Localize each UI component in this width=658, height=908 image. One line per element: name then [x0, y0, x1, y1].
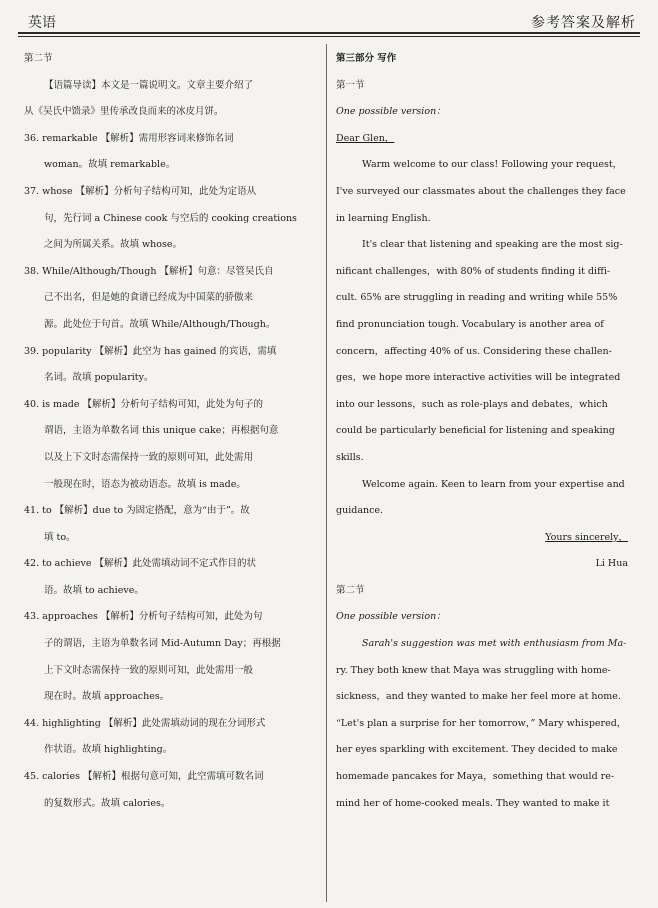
- left-text-line: 45. calories 【解析】根据句意可知，此空需填可数名词: [24, 771, 264, 783]
- right-text-line: Welcome again. Keen to learn from your expertise and: [362, 478, 625, 490]
- right-text-line: Li Hua: [595, 558, 628, 570]
- right-text-line: 第三部分 写作: [336, 53, 397, 64]
- right-text-line: into our lessons，such as role-plays and debates，which: [336, 398, 608, 410]
- left-text-line: 语。故填 to achieve。: [44, 584, 144, 596]
- right-text-line: Sarah's suggestion was met with enthusiasm from Ma-: [362, 638, 627, 650]
- left-text-line: 现在时。故填 approaches。: [44, 691, 170, 703]
- right-text-line: Warm welcome to our class! Following your request，: [362, 159, 623, 171]
- subject-label: 英语: [28, 15, 56, 31]
- right-text-line: concern，affecting 40% of us. Considering these challen-: [336, 345, 612, 357]
- right-text-line: in learning English.: [336, 212, 431, 224]
- header-rule-thick: [18, 32, 640, 34]
- left-text-line: 41. to 【解析】due to 为固定搭配，意为“由于”。故: [24, 505, 250, 517]
- left-text-line: 之间为所属关系。故填 whose。: [44, 239, 182, 251]
- right-text-line: find pronunciation tough. Vocabulary is another area of: [336, 318, 604, 330]
- right-text-line: I've surveyed our classmates about the challenges they face: [336, 185, 626, 197]
- left-text-line: 【语篇导读】本文是一篇说明文。文章主要介绍了: [44, 79, 254, 91]
- right-text-line: sickness，and they wanted to make her feel more at home.: [336, 691, 621, 703]
- left-text-line: 44. highlighting 【解析】此处需填动词的现在分词形式: [24, 717, 266, 729]
- left-text-line: 38. While/Although/Though 【解析】句意：尽管吴氏自: [24, 265, 274, 277]
- left-text-line: 一般现在时，语态为被动语态。故填 is made。: [44, 478, 246, 490]
- header-rule-thin: [18, 36, 640, 37]
- left-text-line: 43. approaches 【解析】分析句子结构可知，此处为句: [24, 611, 263, 623]
- right-text-line: her eyes sparkling with excitement. They decided to make: [336, 744, 618, 756]
- left-text-line: woman。故填 remarkable。: [44, 159, 176, 171]
- left-text-line: 填 to。: [44, 531, 76, 543]
- left-text-line: 的复数形式。故填 calories。: [44, 797, 171, 809]
- right-text-line: One possible version：: [336, 611, 446, 623]
- left-text-line: 名词。故填 popularity。: [44, 372, 154, 384]
- left-text-line: 子的谓语，主语为单数名词 Mid-Autumn Day；再根据: [44, 638, 281, 650]
- left-text-line: 37. whose 【解析】分析句子结构可知，此处为定语从: [24, 185, 257, 197]
- right-text-line: homemade pancakes for Maya，something that would re-: [336, 771, 615, 783]
- left-text-line: 以及上下文时态需保持一致的原则可知，此处需用: [44, 451, 254, 463]
- left-text-line: 作状语。故填 highlighting。: [44, 744, 173, 756]
- right-text-line: 第一节: [336, 79, 365, 91]
- right-text-line: ry. They both knew that Maya was struggling with home-: [336, 664, 611, 676]
- left-text-line: 36. remarkable 【解析】需用形容词来修饰名词: [24, 132, 234, 144]
- column-divider: [326, 44, 327, 902]
- left-column: [24, 46, 320, 817]
- right-text-line: cult. 65% are struggling in reading and writing while 55%: [336, 292, 618, 304]
- right-text-line: It's clear that listening and speaking are the most sig-: [362, 239, 623, 251]
- right-text-line: “Let's plan a surprise for her tomorrow，” Mary whispered，: [336, 717, 627, 729]
- left-text-line: 句，先行词 a Chinese cook 与空后的 cooking creations: [44, 212, 297, 224]
- left-text-line: 谓语，主语为单数名词 this unique cake；再根据句意: [44, 425, 279, 437]
- left-text-line: 40. is made 【解析】分析句子结构可知，此处为句子的: [24, 398, 263, 410]
- right-text-line: nificant challenges，with 80% of students finding it diffi-: [336, 265, 611, 277]
- left-text-line: 第二节: [24, 53, 53, 64]
- right-text-line: One possible version：: [336, 106, 446, 118]
- right-text-line: mind her of home-cooked meals. They wanted to make it: [336, 797, 610, 809]
- left-text-line: 42. to achieve 【解析】此处需填动词不定式作目的状: [24, 558, 256, 570]
- header-title: 参考答案及解析: [531, 15, 636, 31]
- left-text-line: 己不出名，但是她的食谱已经成为中国菜的骄傲来: [44, 292, 254, 304]
- left-text-line: 上下文时态需保持一致的原则可知，此处需用一般: [44, 664, 254, 676]
- right-text-line: ges，we hope more interactive activities will be integrated: [336, 372, 621, 384]
- right-text-line: Yours sincerely，: [545, 531, 628, 543]
- right-text-line: Dear Glen，: [336, 132, 395, 144]
- right-text-line: skills.: [336, 451, 364, 463]
- right-text-line: guidance.: [336, 505, 384, 517]
- left-text-line: 39. popularity 【解析】此空为 has gained 的宾语，需填: [24, 345, 277, 357]
- right-column: [336, 46, 632, 817]
- left-text-line: 源。此处位于句首。故填 While/Although/Though。: [44, 318, 276, 330]
- left-text-line: 从《吴氏中馈录》里传承改良而来的冰皮月饼。: [24, 106, 224, 118]
- right-text-line: 第二节: [336, 584, 365, 596]
- right-text-line: could be particularly beneficial for listening and speaking: [336, 425, 615, 437]
